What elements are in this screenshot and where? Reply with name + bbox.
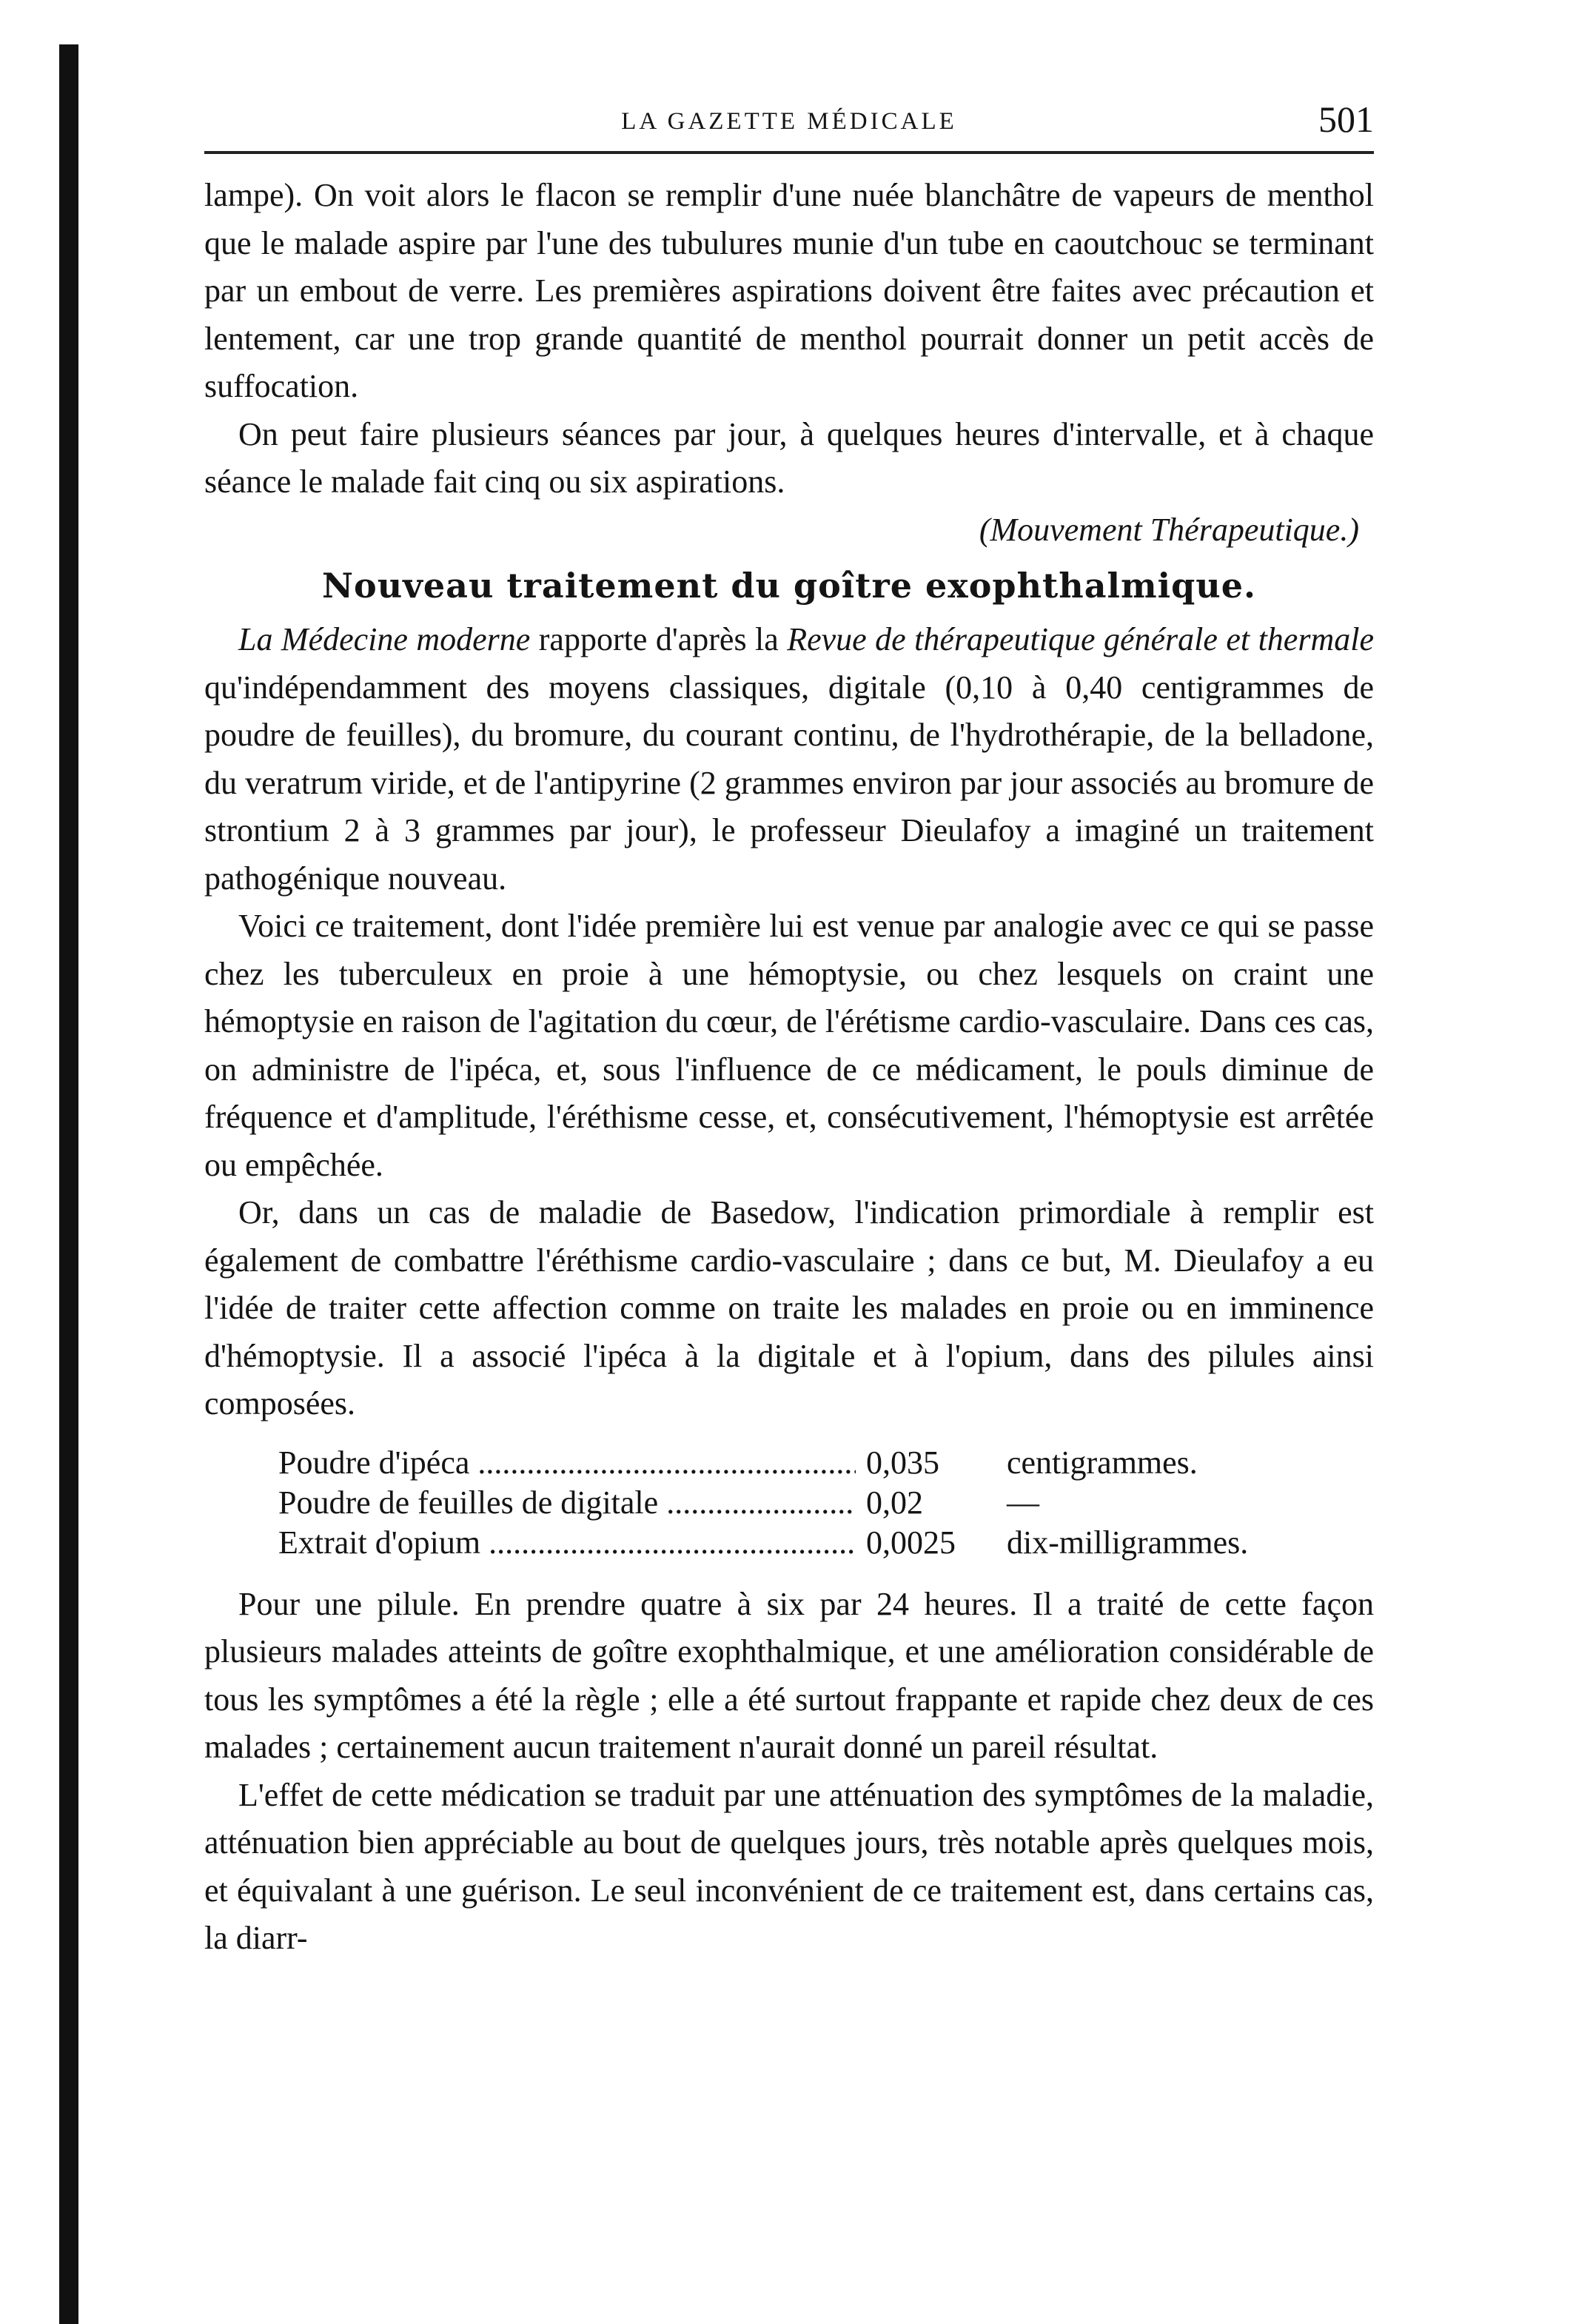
article-title: Nouveau traitement du goître exophthalmique. [321,566,1257,606]
paragraph: Voici ce traitement, dont l'idée première lui est venue par analogie avec ce qui se passe chez les tuberculeux en proie à une hémoptysie, ou chez lesquels on craint une hémoptysie en raison de l'agitation du cœur, de l'érétisme cardio-vasculaire. Dans ces cas, on administre de l'ipéca, et, sous l'influence de ce médicament, le pouls diminue de fréquence et d'amplitude, l'éréthisme cesse, et, consécutivement, l'hémoptysie est arrêtée ou empêchée. [204,908,1374,1183]
ingredient-name: Poudre de feuilles de digitale ..... [278,1483,856,1523]
formula-row [278,1443,1374,1483]
formula-row [278,1483,1374,1523]
ingredient-unit: dix-milligrammes. [1007,1524,1249,1561]
book-binding-edge [59,44,78,2324]
ingredient-unit: — [1007,1484,1039,1521]
ingredient-unit: centigrammes. [1007,1444,1198,1481]
journal-name: La Médecine moderne [238,621,531,657]
ingredient-quantity: 0,035 [866,1444,939,1481]
paragraph: Or, dans un cas de maladie de Basedow, l'indication primordiale à remplir est également de combattre l'éréthisme cardio-vasculaire ; dans ce but, M. Dieulafoy a eu l'idée de traiter cette affection comme on traite les malades en proie ou en imminence d'hémoptysie. Il a associé l'ipéca à la digitale et à l'opium, dans des pilules ainsi composées. [204,1194,1374,1421]
paragraph-continued: lampe). On voit alors le flacon se remplir d'une nuée blanchâtre de vapeurs de menthol que le malade aspire par l'une des tubulures munie d'un tube en caoutchouc se terminant par un embout de verre. Les premières aspirations doivent être faites avec précaution et lentement, car une trop grande quantité de menthol pourrait donner un petit accès de suffocation. [204,177,1374,404]
paragraph-text: qu'indépendamment des moyens classiques, digitale (0,10 à 0,40 centigrammes de poudre de feuilles), du bromure, du courant continu, de l'hydrothérapie, de la belladone, du veratrum viride, et de l'antipyrine (2 grammes environ par jour associés au bromure de strontium 2 à 3 grammes par jour), le professeur Dieulafoy a imaginé un traitement pathogénique nouveau. [204,669,1374,897]
paragraph: L'effet de cette médication se traduit par une atténuation des symptômes de la maladie, atténuation bien appréciable au bout de quelques jours, très notable après quelques mois, et équivalant à une guérison. Le seul inconvénient de ce traitement est, dans certains cas, la diarr- [204,1776,1374,1956]
source-citation: (Mouvement Thérapeutique.) [979,511,1359,548]
page-header [204,87,1374,154]
journal-name: Revue de thérapeutique générale et thermale [787,621,1374,657]
page-number: 501 [1318,98,1374,140]
ingredient-name: Poudre d'ipéca ..... [278,1443,856,1483]
ingredient-quantity: 0,02 [866,1484,923,1521]
formula-row [278,1523,1374,1563]
paragraph-text: rapporte d'après la [530,621,788,657]
pill-formula [278,1443,1374,1563]
page-body [204,154,1374,1963]
paragraph: On peut faire plusieurs séances par jour, à quelques heures d'intervalle, et à chaque séance le malade fait cinq ou six aspirations. [204,415,1374,500]
ingredient-quantity: 0,0025 [866,1524,956,1561]
paragraph: Pour une pilule. En prendre quatre à six par 24 heures. Il a traité de cette façon plusieurs malades atteints de goître exophthalmique, et une amélioration considérable de tous les symptômes a été la règle ; elle a été surtout frappante et rapide chez deux de ces malades ; certainement aucun traitement n'aurait donné un pareil résultat. [204,1585,1374,1765]
running-title: LA GAZETTE MÉDICALE [621,108,957,135]
ingredient-name: Extrait d'opium ..... [278,1523,856,1563]
page [204,87,1374,1963]
paragraph [204,616,1374,903]
